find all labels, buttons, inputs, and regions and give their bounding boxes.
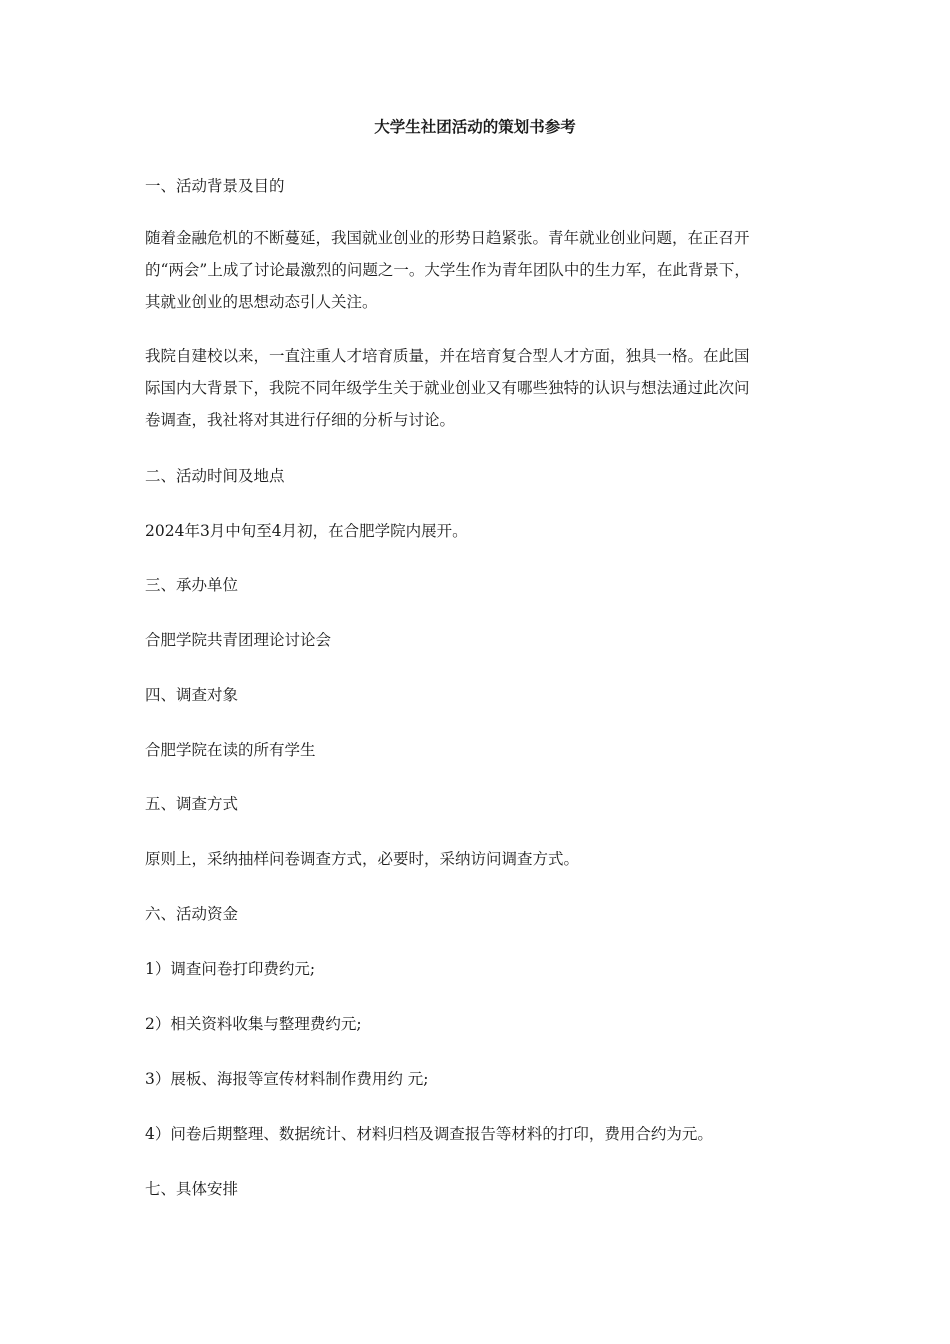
paragraph-time-place: 2024年3月中旬至4月初，在合肥学院内展开。 — [145, 522, 468, 540]
section-heading-background: 一、活动背景及目的 — [145, 177, 285, 195]
paragraph-school — [145, 340, 807, 436]
section-heading-funding: 六、活动资金 — [145, 905, 239, 923]
document-title: 大学生社团活动的策划书参考 — [374, 117, 576, 136]
section-heading-time-place: 二、活动时间及地点 — [145, 467, 285, 485]
paragraph-line: 其就业创业的思想动态引人关注。 — [145, 293, 378, 311]
section-heading-method: 五、调查方式 — [145, 795, 239, 813]
funding-item: 1）调查问卷打印费约元; — [145, 960, 316, 978]
paragraph-line: 卷调查，我社将对其进行仔细的分析与讨论。 — [145, 411, 456, 429]
funding-item: 3）展板、海报等宣传材料制作费用约 元; — [145, 1070, 429, 1088]
section-heading-organizer: 三、承办单位 — [145, 576, 239, 594]
paragraph-subjects: 合肥学院在读的所有学生 — [145, 741, 316, 759]
paragraph-method: 原则上，采纳抽样问卷调查方式，必要时，采纳访问调查方式。 — [145, 850, 580, 868]
section-heading-arrangement: 七、具体安排 — [145, 1180, 239, 1198]
paragraph-line: 我院自建校以来，一直注重人才培育质量，并在培育复合型人才方面，独具一格。在此国 — [145, 347, 750, 365]
paragraph-background — [145, 222, 807, 318]
paragraph-organizer: 合肥学院共青团理论讨论会 — [145, 631, 332, 649]
funding-item: 2）相关资料收集与整理费约元; — [145, 1015, 362, 1033]
paragraph-line: 随着金融危机的不断蔓延，我国就业创业的形势日趋紧张。青年就业创业问题，在正召开 — [145, 229, 750, 247]
funding-item: 4）问卷后期整理、数据统计、材料归档及调查报告等材料的打印，费用合约为元。 — [145, 1125, 713, 1143]
paragraph-line: 际国内大背景下，我院不同年级学生关于就业创业又有哪些独特的认识与想法通过此次问 — [145, 379, 750, 397]
section-heading-subjects: 四、调查对象 — [145, 686, 239, 704]
paragraph-line: 的“两会”上成了讨论最激烈的问题之一。大学生作为青年团队中的生力军，在此背景下， — [145, 261, 750, 279]
